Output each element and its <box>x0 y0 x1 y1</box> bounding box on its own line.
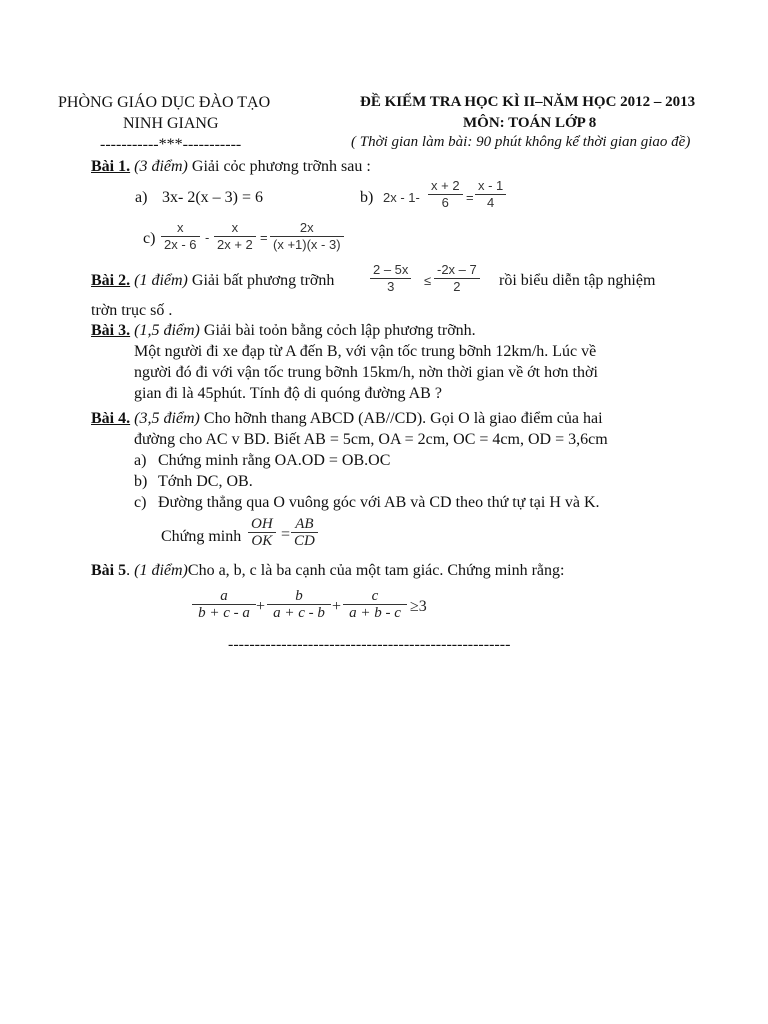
bai1-c-fraction-3 <box>270 220 344 253</box>
denominator: CD <box>294 533 315 549</box>
bai1-b-equals: = <box>466 190 474 205</box>
denominator: 6 <box>441 195 449 210</box>
bai5-plus-2: + <box>332 598 342 615</box>
bai2-text-2: rồi biểu diễn tập nghiệm <box>499 272 656 289</box>
numerator: OH <box>251 516 273 532</box>
bai4-fraction-ab-cd <box>291 516 318 549</box>
bai4-c-text: Đường thẳng qua O vuông góc với AB và CD theo thứ tự tại H và K. <box>158 494 600 511</box>
bai1-points: (3 điểm) <box>134 158 188 175</box>
bai4-line-1: đường cho AC v BD. Biết AB = 5cm, OA = 2cm, OC = 4cm, OD = 3,6cm <box>134 431 608 448</box>
school-dept: PHÒNG GIÁO DỤC ĐÀO TẠO <box>58 94 271 111</box>
numerator: x - 1 <box>478 178 504 193</box>
bai4-a-label: a) <box>134 452 147 469</box>
bai3-label: Bài 3. <box>91 322 131 339</box>
footer-divider: ----------------------------------------------------- <box>228 636 511 653</box>
bai1-heading <box>91 158 371 176</box>
bai1-b-lhs: 2x - 1- <box>383 190 420 205</box>
bai3-heading <box>91 322 476 340</box>
denominator: a + c - b <box>273 605 325 621</box>
denominator: 2x + 2 <box>217 237 253 252</box>
denominator: b + c - a <box>198 605 250 621</box>
exam-title: ĐỀ KIẾM TRA HỌC KÌ II–NĂM HỌC 2012 – 2013 <box>360 94 696 110</box>
numerator: x <box>231 220 239 235</box>
bai3-line-3: gian đi là 45phút. Tính độ di quóng đường AB ? <box>134 385 442 402</box>
bai2-label: Bài 2. <box>91 272 131 289</box>
bai3-line-1: Một người đi xe đạp từ A đến B, với vận tốc trung bỡnh 12km/h. Lúc về <box>134 343 597 360</box>
bai4-points: (3,5 điểm) <box>134 410 200 427</box>
bai1-c-minus: - <box>205 230 210 245</box>
bai4-a-text: Chứng minh rằng OA.OD = OB.OC <box>158 452 391 469</box>
bai5-fraction-1 <box>192 588 256 621</box>
denominator: 2x - 6 <box>164 237 197 252</box>
denominator: (x +1)(x - 3) <box>273 237 341 252</box>
bai4-text: Cho hỡnh thang ABCD (AB//CD). Gọi O là giao điểm của hai <box>199 410 603 427</box>
numerator: AB <box>295 516 314 532</box>
denominator: 2 <box>453 279 461 294</box>
bai5-text: Cho a, b, c là ba cạnh của một tam giác. Chứng minh rằng: <box>187 562 565 579</box>
bai4-prove-label: Chứng minh <box>161 528 242 545</box>
bai4-c-label: c) <box>134 494 147 511</box>
bai1-b-fraction-2 <box>475 178 506 211</box>
exam-subject: MÔN: TOÁN LỚP 8 <box>463 115 597 131</box>
bai2-text: Giải bất phương trỡnh <box>187 272 335 289</box>
numerator: b <box>295 588 303 604</box>
bai2-text-3: trờn trục số . <box>91 302 173 319</box>
bai5-plus-1: + <box>256 598 266 615</box>
denominator: OK <box>251 533 273 549</box>
denominator: 4 <box>487 195 495 210</box>
bai4-heading <box>91 410 603 428</box>
bai5-dot: . <box>126 562 131 579</box>
numerator: 2x <box>299 220 314 235</box>
numerator: 2 – 5x <box>373 262 409 277</box>
bai4-label: Bài 4. <box>91 410 131 427</box>
bai2-heading <box>91 272 334 290</box>
bai4-b-label: b) <box>134 473 148 490</box>
bai1-label: Bài 1. <box>91 158 131 175</box>
numerator: -2x – 7 <box>437 262 477 277</box>
school-district: NINH GIANG <box>123 115 219 132</box>
bai4-equals: = <box>281 526 291 543</box>
bai1-c-fraction-2 <box>214 220 256 253</box>
bai5-heading <box>91 562 564 580</box>
bai1-b-label: b) <box>360 189 374 206</box>
bai1-a-equation: 3x- 2(x – 3) = 6 <box>162 189 264 206</box>
bai3-points: (1,5 điểm) <box>134 322 200 339</box>
bai1-c-label: c) <box>143 230 156 247</box>
bai5-fraction-2 <box>267 588 331 621</box>
exam-duration: ( Thời gian làm bài: 90 phút không kể thời gian giao đề) <box>351 134 691 150</box>
bai1-c-fraction-1 <box>161 220 200 253</box>
bai4-fraction-oh-ok <box>248 516 276 549</box>
numerator: a <box>220 588 228 604</box>
bai1-b-fraction-1 <box>428 178 463 211</box>
bai2-fraction-2 <box>434 262 480 295</box>
header-divider: -----------***----------- <box>100 136 242 153</box>
bai1-a-label: a) <box>135 189 148 206</box>
bai4-b-text: Tớnh DC, OB. <box>158 473 253 490</box>
bai2-leq: ≤ <box>424 273 432 288</box>
numerator: c <box>371 588 379 604</box>
bai5-label: Bài 5 <box>91 562 127 579</box>
bai1-text: Giải cỏc phương trỡnh sau : <box>187 158 371 175</box>
bai2-points: (1 điểm) <box>134 272 188 289</box>
bai5-fraction-3 <box>343 588 407 621</box>
bai5-geq: ≥3 <box>410 598 427 615</box>
bai5-points: (1 điểm) <box>134 562 188 579</box>
bai2-fraction-1 <box>370 262 411 295</box>
bai3-text: Giải bài toỏn bằng cỏch lập phương trỡnh. <box>199 322 476 339</box>
numerator: x + 2 <box>431 178 460 193</box>
bai1-c-equals: = <box>260 230 268 245</box>
bai3-line-2: người đó đi với vận tốc trung bỡnh 15km/h, nờn thời gian về ớt hơn thời <box>134 364 598 381</box>
numerator: x <box>177 220 184 235</box>
denominator: a + b - c <box>349 605 401 621</box>
denominator: 3 <box>387 279 395 294</box>
